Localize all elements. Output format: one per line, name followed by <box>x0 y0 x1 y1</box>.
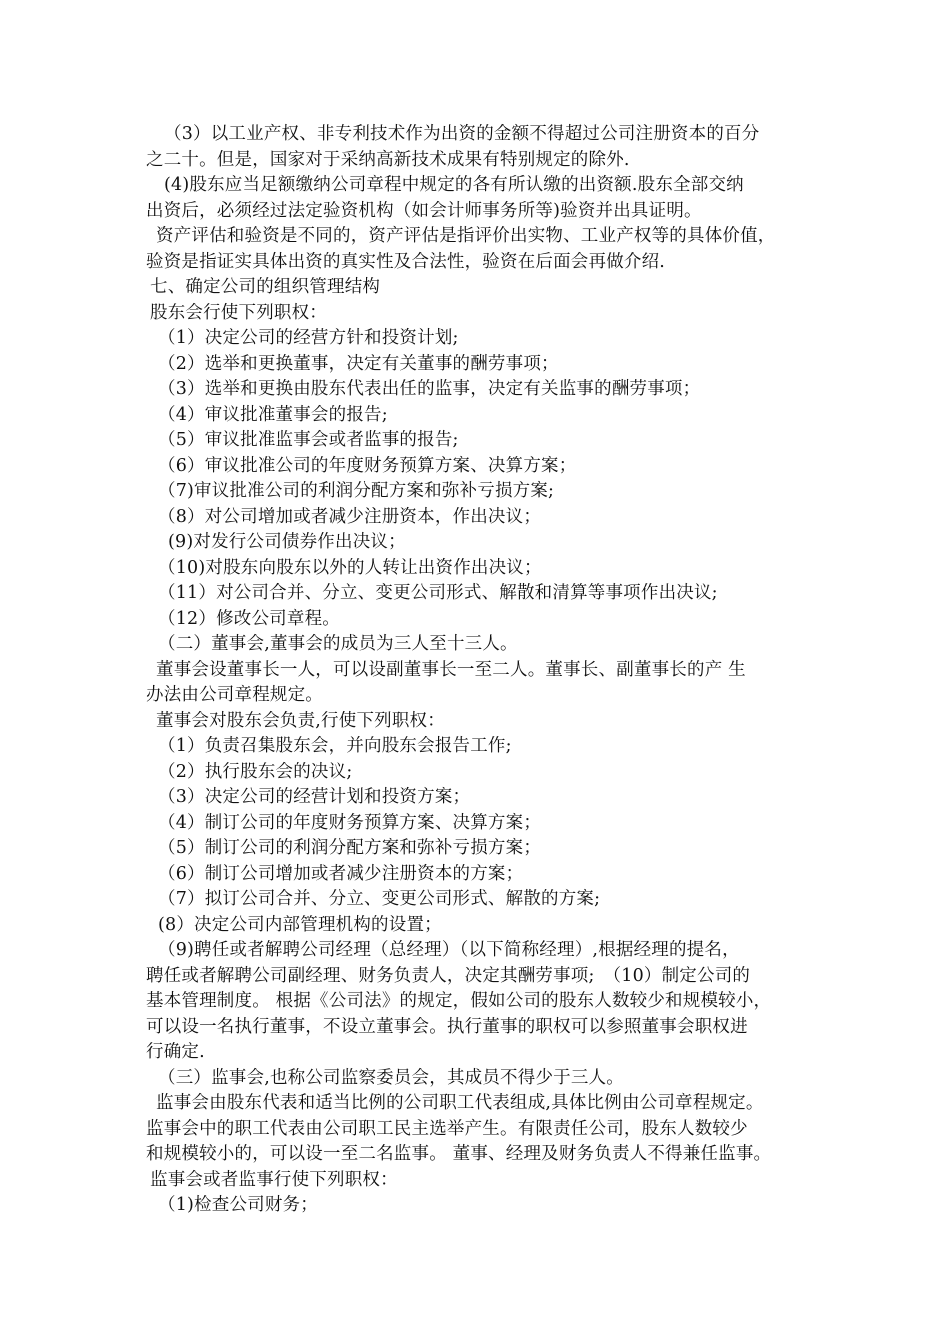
text-line: （6）制订公司增加或者减少注册资本的方案； <box>158 863 524 884</box>
text-line: （二）董事会,董事会的成员为三人至十三人。 <box>158 634 518 654</box>
text-line: 七、确定公司的组织管理结构 <box>150 277 381 297</box>
document-body <box>146 122 826 1219</box>
text-line: 董事会对股东会负责,行使下列职权： <box>156 710 445 731</box>
text-line: （5）审议批准监事会或者监事的报告; <box>158 430 459 450</box>
text-line: （6）审议批准公司的年度财务预算方案、决算方案； <box>158 455 577 476</box>
text-line: 监事会中的职工代表由公司职工民主选举产生。有限责任公司，股东人数较少 <box>146 1118 748 1139</box>
text-line: 监事会或者监事行使下列职权： <box>150 1169 398 1190</box>
text-line: （1)检查公司财务； <box>158 1195 318 1215</box>
text-line: 董事会设董事长一人，可以设副董事长一至二人。董事长、副董事长的产 生 <box>156 659 746 680</box>
text-line: 验资是指证实具体出资的真实性及合法性，验资在后面会再做介绍. <box>146 251 666 272</box>
text-line: (4)股东应当足额缴纳公司章程中规定的各有所认缴的出资额.股东全部交纳 <box>164 175 744 195</box>
text-line: 监事会由股东代表和适当比例的公司职工代表组成,具体比例由公司章程规定。 <box>156 1093 764 1113</box>
text-line: （2）执行股东会的决议; <box>158 761 353 782</box>
text-line: （1）决定公司的经营方针和投资计划; <box>158 328 459 348</box>
text-line: 之二十。但是，国家对于采纳高新技术成果有特别规定的除外. <box>146 149 630 170</box>
text-line: （4）审议批准董事会的报告; <box>158 404 388 425</box>
text-line: （1）负责召集股东会，并向股东会报告工作; <box>158 736 512 756</box>
text-line: （7)审议批准公司的利润分配方案和弥补亏损方案; <box>158 481 555 501</box>
text-line: 和规模较小的，可以设一至二名监事。 董事、经理及财务负责人不得兼任监事。 <box>146 1144 772 1164</box>
text-line: 可以设一名执行董事，不设立董事会。执行董事的职权可以参照董事会职权进 <box>146 1016 748 1037</box>
text-line: （3）以工业产权、非专利技术作为出资的金额不得超过公司注册资本的百分 <box>164 124 760 144</box>
text-line: （12）修改公司章程。 <box>158 608 340 629</box>
text-line: （10)对股东向股东以外的人转让出资作出决议； <box>158 557 542 578</box>
text-line: （8）对公司增加或者减少注册资本，作出决议； <box>158 506 542 527</box>
text-line: （2）选举和更换董事，决定有关董事的酬劳事项； <box>158 353 559 374</box>
text-line: （7）拟订公司合并、分立、变更公司形式、解散的方案; <box>158 889 601 909</box>
text-line: 办法由公司章程规定。 <box>146 685 323 705</box>
text-line: 股东会行使下列职权： <box>150 302 327 323</box>
text-line: （三）监事会,也称公司监察委员会，其成员不得少于三人。 <box>158 1067 624 1088</box>
text-line: （5）制订公司的利润分配方案和弥补亏损方案； <box>158 838 542 858</box>
text-line: (9)对发行公司债券作出决议； <box>168 532 406 552</box>
text-line: 资产评估和验资是不同的，资产评估是指评价出实物、工业产权等的具体价值， <box>156 226 776 246</box>
text-line: （9)聘任或者解聘公司经理（总经理）（以下简称经理）,根据经理的提名， <box>158 940 740 960</box>
text-line: （3）决定公司的经营计划和投资方案； <box>158 787 471 807</box>
text-line: 聘任或者解聘公司副经理、财务负责人，决定其酬劳事项; （10）制定公司的 <box>146 965 751 986</box>
text-line: （4）制订公司的年度财务预算方案、决算方案； <box>158 812 542 833</box>
text-line: 行确定. <box>146 1042 205 1062</box>
text-line: 基本管理制度。 根据《公司法》的规定，假如公司的股东人数较少和规模较小， <box>146 991 772 1011</box>
text-line: (8）决定公司内部管理机构的设置； <box>158 914 442 935</box>
text-line: （11）对公司合并、分立、变更公司形式、解散和清算等事项作出决议; <box>158 583 718 603</box>
text-line: （3）选举和更换由股东代表出任的监事，决定有关监事的酬劳事项； <box>158 379 701 399</box>
text-line: 出资后，必须经过法定验资机构（如会计师事务所等)验资并出具证明。 <box>146 200 702 221</box>
